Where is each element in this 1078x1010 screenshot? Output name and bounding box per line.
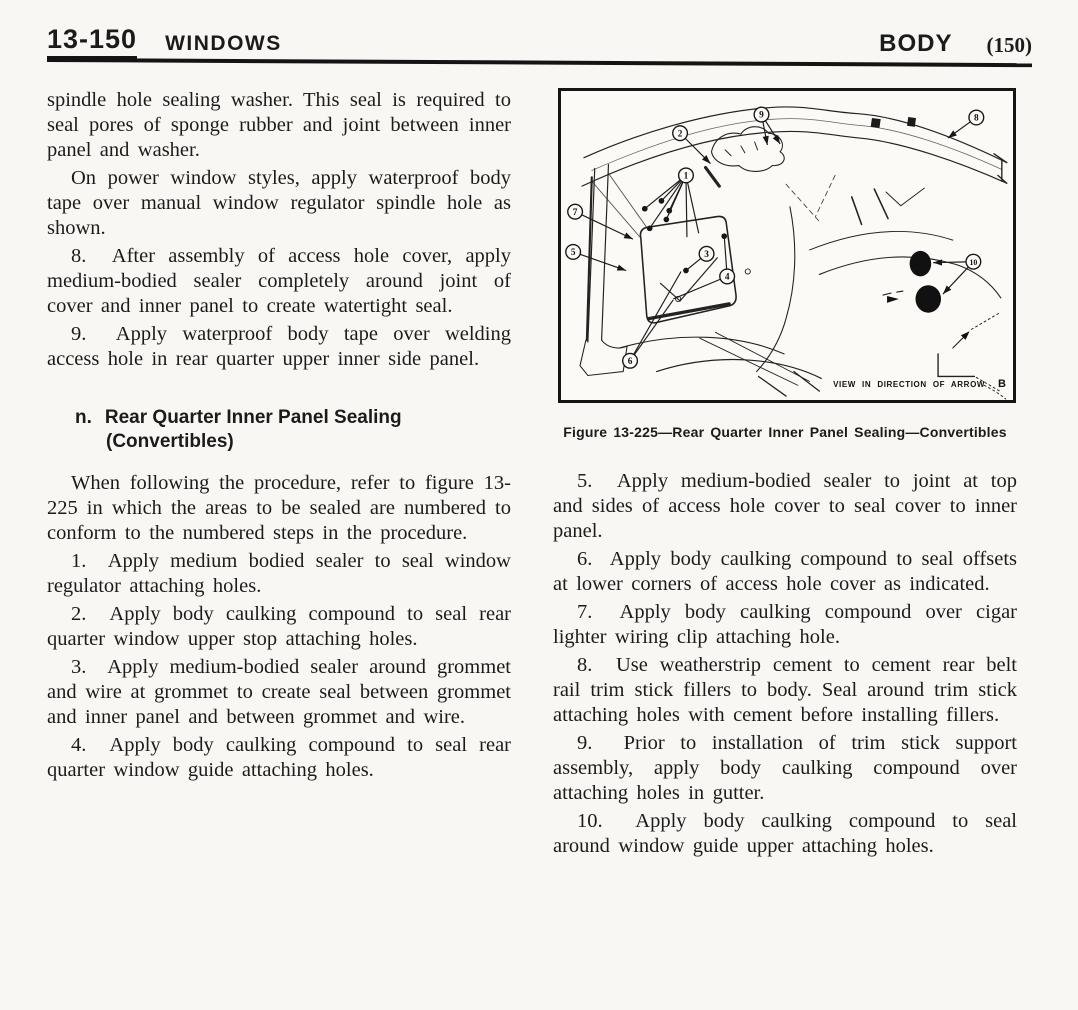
svg-text:1: 1 xyxy=(683,171,689,182)
left-column xyxy=(47,88,511,786)
section-title: WINDOWS xyxy=(165,32,282,55)
panel-sketch xyxy=(580,107,1007,399)
page-header xyxy=(47,24,1032,60)
svg-text:10: 10 xyxy=(969,257,978,267)
step-item: 6. Apply body caulking compound to seal offsets at lower corners of access hole cover as indicated. xyxy=(553,548,1017,595)
subsection-letter: n. xyxy=(75,407,92,428)
right-column xyxy=(553,88,1017,862)
subsection-heading-line1 xyxy=(75,406,511,430)
line-art xyxy=(561,91,1013,400)
subsection-heading xyxy=(47,406,511,454)
figure-13-225 xyxy=(558,88,1017,445)
page-number: (150) xyxy=(986,33,1032,57)
figure-caption: Figure 13-225—Rear Quarter Inner Panel Sealing—Convertibles xyxy=(563,424,1007,440)
svg-text:6: 6 xyxy=(627,356,633,367)
spacer xyxy=(553,445,1017,469)
step-item: 9. Prior to installation of trim stick support assembly, apply body caulking compound over attaching holes in gutter. xyxy=(553,732,1017,804)
grommet-upper xyxy=(910,251,932,277)
step-item: 8. Use weatherstrip cement to cement rear belt rail trim stick fillers to body. Seal around trim stick attaching holes with cement before installing fillers. xyxy=(553,654,1017,726)
step-item: 7. Apply body caulking compound over cigar lighter wiring clip attaching hole. xyxy=(553,601,1017,648)
paragraph: On power window styles, apply waterproof body tape over manual window regulator spindle hole as shown. xyxy=(47,167,511,239)
svg-text:3: 3 xyxy=(704,249,709,260)
view-note-letter: B xyxy=(998,378,1006,390)
direction-arrow-icon xyxy=(887,296,899,303)
svg-text:2: 2 xyxy=(677,129,683,140)
step-item: 9. Apply waterproof body tape over welding access hole in rear quarter upper inner side panel. xyxy=(47,323,511,370)
paragraph: When following the procedure, refer to figure 13-225 in which the areas to be sealed are numbered to conform to the numbered steps in the procedure. xyxy=(47,472,511,544)
step-item: 1. Apply medium bodied sealer to seal window regulator attaching holes. xyxy=(47,550,511,597)
step-item: 3. Apply medium-bodied sealer around grommet and wire at grommet to create seal between grommet and inner panel and between grommet and wire. xyxy=(47,656,511,728)
subsection-heading-line2: (Convertibles) xyxy=(106,431,234,452)
paragraph: spindle hole sealing washer. This seal is required to seal pores of sponge rubber and joint between inner panel and washer. xyxy=(47,89,511,161)
figure-callouts xyxy=(566,107,984,368)
svg-text:7: 7 xyxy=(572,207,578,218)
book-title: BODY xyxy=(879,30,953,57)
subsection-title: Rear Quarter Inner Panel Sealing xyxy=(104,407,402,428)
step-item: 4. Apply body caulking compound to seal rear quarter window guide attaching holes. xyxy=(47,734,511,781)
header-left xyxy=(47,24,282,60)
grommet-lower xyxy=(916,285,942,312)
figure-view-note xyxy=(833,372,1006,397)
step-item: 10. Apply body caulking compound to seal around window guide upper attaching holes. xyxy=(553,810,1017,857)
svg-text:8: 8 xyxy=(973,113,979,124)
svg-text:5: 5 xyxy=(570,248,576,259)
step-item: 2. Apply body caulking compound to seal rear quarter window upper stop attaching holes. xyxy=(47,603,511,650)
header-right xyxy=(879,30,1032,60)
svg-text:9: 9 xyxy=(759,110,764,121)
step-item: 8. After assembly of access hole cover, apply medium-bodied sealer completely around joint of cover and inner panel to create watertight seal. xyxy=(47,245,511,317)
section-number: 13-150 xyxy=(47,24,137,60)
svg-text:4: 4 xyxy=(724,272,730,283)
view-note-text: VIEW IN DIRECTION OF ARROW xyxy=(833,380,986,389)
step-item: 5. Apply medium-bodied sealer to joint at top and sides of access hole cover to seal cover to inner panel. xyxy=(553,470,1017,542)
figure-illustration xyxy=(558,88,1016,403)
